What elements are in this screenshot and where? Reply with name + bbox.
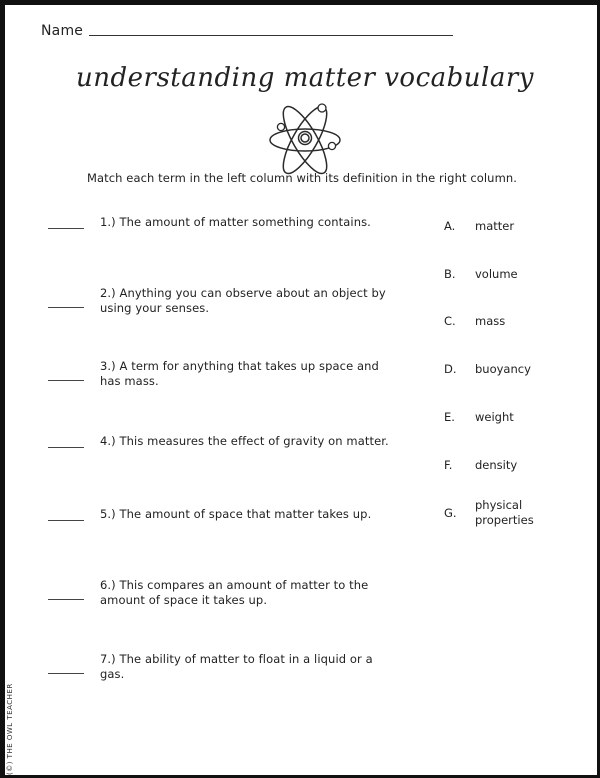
answer-blank-5[interactable]	[48, 520, 84, 521]
term-f	[444, 458, 565, 473]
term-letter: F.	[444, 458, 453, 472]
question-2	[48, 286, 408, 316]
term-word: physical properties	[475, 498, 534, 527]
answer-blank-7[interactable]	[48, 673, 84, 674]
term-letter: C.	[444, 314, 456, 328]
term-word: matter	[475, 219, 515, 233]
question-text: 1.) The amount of matter something contains.	[100, 215, 371, 229]
term-a	[444, 219, 565, 234]
term-d	[444, 362, 565, 377]
term-letter: A.	[444, 219, 456, 233]
copyright-credit: (©) THE OWL TEACHER	[6, 683, 14, 775]
question-text: 7.) The ability of matter to float in a liquid or a gas.	[100, 652, 373, 681]
question-text: 6.) This compares an amount of matter to the amount of space it takes up.	[100, 578, 369, 607]
question-3	[48, 359, 408, 389]
term-word: weight	[475, 410, 514, 424]
question-text: 3.) A term for anything that takes up space and has mass.	[100, 359, 379, 388]
question-5	[48, 507, 408, 522]
name-field[interactable]	[89, 34, 453, 36]
term-letter: D.	[444, 362, 457, 376]
term-letter: B.	[444, 267, 456, 281]
question-4	[48, 434, 408, 449]
answer-blank-6[interactable]	[48, 599, 84, 600]
term-e	[444, 410, 565, 425]
term-c	[444, 314, 565, 329]
instructions: Match each term in the left column with its definition in the right column.	[86, 171, 518, 185]
question-text: 5.) The amount of space that matter takes up.	[100, 507, 372, 521]
term-word: volume	[475, 267, 518, 281]
term-word: mass	[475, 314, 506, 328]
answer-blank-2[interactable]	[48, 307, 84, 308]
worksheet-title: understanding matter vocabulary	[76, 63, 534, 93]
question-6	[48, 578, 408, 608]
question-7	[48, 652, 408, 682]
term-letter: G.	[444, 505, 457, 520]
answer-blank-1[interactable]	[48, 228, 84, 229]
question-text: 4.) This measures the effect of gravity on matter.	[100, 434, 389, 448]
term-word: density	[475, 458, 518, 472]
answer-blank-4[interactable]	[48, 447, 84, 448]
term-g	[444, 498, 545, 528]
name-row	[41, 23, 453, 39]
name-label: Name	[41, 23, 84, 39]
question-text: 2.) Anything you can observe about an object by using your senses.	[100, 286, 386, 315]
question-1	[48, 215, 408, 230]
term-letter: E.	[444, 410, 455, 424]
term-b	[444, 267, 565, 282]
term-word: buoyancy	[475, 362, 531, 376]
answer-blank-3[interactable]	[48, 380, 84, 381]
